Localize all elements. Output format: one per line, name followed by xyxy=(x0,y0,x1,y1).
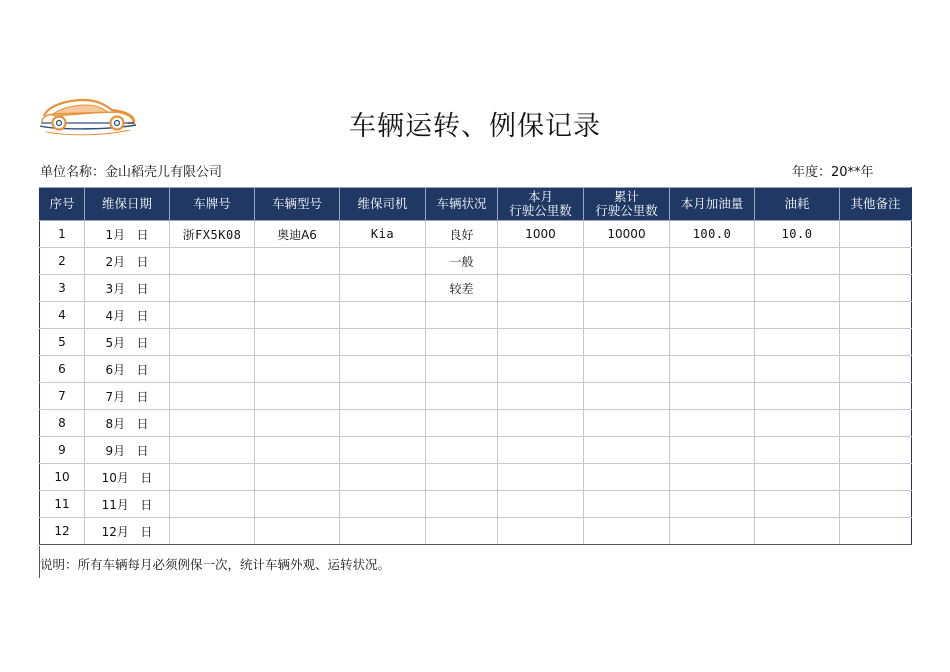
table-row xyxy=(40,383,912,410)
cell-status: 较差 xyxy=(426,275,498,302)
cell-driver xyxy=(340,275,426,302)
cell-plate xyxy=(170,518,255,545)
cell-status xyxy=(426,518,498,545)
header-notes: 其他备注 xyxy=(840,188,912,221)
cell-status xyxy=(426,437,498,464)
cell-date: 12月 日 xyxy=(85,518,170,545)
cell-notes xyxy=(840,437,912,464)
cell-date: 9月 日 xyxy=(85,437,170,464)
header-model: 车辆型号 xyxy=(255,188,340,221)
cell-total-km xyxy=(584,329,670,356)
cell-month-km xyxy=(498,302,584,329)
cell-status: 一般 xyxy=(426,248,498,275)
cell-driver xyxy=(340,356,426,383)
cell-no: 12 xyxy=(40,518,85,545)
cell-driver: Kia xyxy=(340,221,426,248)
cell-model: 奥迪A6 xyxy=(255,221,340,248)
cell-consumption xyxy=(755,464,840,491)
cell-month-km xyxy=(498,356,584,383)
cell-fuel xyxy=(670,437,755,464)
cell-consumption xyxy=(755,356,840,383)
cell-no: 1 xyxy=(40,221,85,248)
cell-total-km xyxy=(584,302,670,329)
cell-model xyxy=(255,248,340,275)
table-row xyxy=(40,356,912,383)
cell-month-km xyxy=(498,518,584,545)
cell-notes xyxy=(840,410,912,437)
year-label: 年度：20**年 xyxy=(792,165,874,180)
cell-plate xyxy=(170,302,255,329)
cell-total-km xyxy=(584,437,670,464)
cell-notes xyxy=(840,356,912,383)
cell-no: 9 xyxy=(40,437,85,464)
cell-consumption: 10.0 xyxy=(755,221,840,248)
cell-total-km: 10000 xyxy=(584,221,670,248)
cell-status xyxy=(426,302,498,329)
header-plate: 车牌号 xyxy=(170,188,255,221)
cell-consumption xyxy=(755,410,840,437)
cell-consumption xyxy=(755,437,840,464)
cell-total-km xyxy=(584,464,670,491)
cell-model xyxy=(255,329,340,356)
cell-date: 2月 日 xyxy=(85,248,170,275)
table-row xyxy=(40,329,912,356)
cell-plate xyxy=(170,410,255,437)
cell-consumption xyxy=(755,518,840,545)
cell-notes xyxy=(840,491,912,518)
cell-fuel: 100.0 xyxy=(670,221,755,248)
cell-notes xyxy=(840,329,912,356)
cell-date: 3月 日 xyxy=(85,275,170,302)
cell-model xyxy=(255,437,340,464)
header-total-km: 累计 行驶公里数 xyxy=(584,188,670,221)
cell-date: 5月 日 xyxy=(85,329,170,356)
cell-status xyxy=(426,491,498,518)
cell-status xyxy=(426,464,498,491)
cell-fuel xyxy=(670,491,755,518)
cell-notes xyxy=(840,248,912,275)
table-row xyxy=(40,248,912,275)
cell-notes xyxy=(840,464,912,491)
cell-model xyxy=(255,410,340,437)
cell-driver xyxy=(340,437,426,464)
cell-date: 6月 日 xyxy=(85,356,170,383)
document-title: 车辆运转、例保记录 xyxy=(349,111,601,142)
cell-no: 6 xyxy=(40,356,85,383)
cell-total-km xyxy=(584,248,670,275)
table-row xyxy=(40,221,912,248)
cell-no: 10 xyxy=(40,464,85,491)
header-fuel: 本月加油量 xyxy=(670,188,755,221)
cell-date: 1月 日 xyxy=(85,221,170,248)
cell-no: 4 xyxy=(40,302,85,329)
table-row xyxy=(40,437,912,464)
cell-fuel xyxy=(670,302,755,329)
table-row xyxy=(40,518,912,545)
cell-status xyxy=(426,410,498,437)
cell-total-km xyxy=(584,491,670,518)
cell-month-km xyxy=(498,491,584,518)
cell-plate xyxy=(170,437,255,464)
cell-fuel xyxy=(670,329,755,356)
cell-driver xyxy=(340,518,426,545)
table-header-row xyxy=(40,188,912,221)
cell-consumption xyxy=(755,329,840,356)
cell-month-km: 1000 xyxy=(498,221,584,248)
cell-consumption xyxy=(755,302,840,329)
cell-plate xyxy=(170,464,255,491)
header-consumption: 油耗 xyxy=(755,188,840,221)
cell-month-km xyxy=(498,248,584,275)
cell-no: 11 xyxy=(40,491,85,518)
table-row xyxy=(40,410,912,437)
cell-plate xyxy=(170,491,255,518)
cell-month-km xyxy=(498,437,584,464)
cell-status xyxy=(426,383,498,410)
cell-model xyxy=(255,302,340,329)
header-no: 序号 xyxy=(40,188,85,221)
cell-consumption xyxy=(755,248,840,275)
cell-driver xyxy=(340,383,426,410)
cell-total-km xyxy=(584,518,670,545)
cell-plate xyxy=(170,383,255,410)
cell-status: 良好 xyxy=(426,221,498,248)
cell-model xyxy=(255,356,340,383)
cell-notes xyxy=(840,275,912,302)
cell-status xyxy=(426,356,498,383)
cell-fuel xyxy=(670,275,755,302)
cell-plate: 浙FX5K08 xyxy=(170,221,255,248)
cell-fuel xyxy=(670,356,755,383)
table-body xyxy=(40,221,912,545)
cell-status xyxy=(426,329,498,356)
cell-driver xyxy=(340,329,426,356)
cell-month-km xyxy=(498,329,584,356)
cell-consumption xyxy=(755,275,840,302)
cell-driver xyxy=(340,464,426,491)
cell-date: 7月 日 xyxy=(85,383,170,410)
cell-driver xyxy=(340,410,426,437)
cell-date: 8月 日 xyxy=(85,410,170,437)
cell-total-km xyxy=(584,356,670,383)
cell-plate xyxy=(170,356,255,383)
cell-no: 2 xyxy=(40,248,85,275)
cell-month-km xyxy=(498,383,584,410)
cell-no: 5 xyxy=(40,329,85,356)
cell-total-km xyxy=(584,275,670,302)
table-row xyxy=(40,302,912,329)
cell-notes xyxy=(840,518,912,545)
header-month-km: 本月 行驶公里数 xyxy=(498,188,584,221)
cell-driver xyxy=(340,248,426,275)
header-status: 车辆状况 xyxy=(426,188,498,221)
header-driver: 维保司机 xyxy=(340,188,426,221)
cell-no: 3 xyxy=(40,275,85,302)
cell-fuel xyxy=(670,518,755,545)
unit-name: 单位名称：金山稻壳儿有限公司 xyxy=(40,165,223,180)
cell-total-km xyxy=(584,410,670,437)
cell-model xyxy=(255,518,340,545)
cell-model xyxy=(255,383,340,410)
table-row xyxy=(40,491,912,518)
cell-month-km xyxy=(498,275,584,302)
cell-notes xyxy=(840,383,912,410)
cell-notes xyxy=(840,221,912,248)
cell-total-km xyxy=(584,383,670,410)
table-row xyxy=(40,275,912,302)
note-text: 说明：所有车辆每月必须例保一次，统计车辆外观、运转状况。 xyxy=(40,557,391,572)
maintenance-record-table xyxy=(39,187,912,545)
cell-fuel xyxy=(670,464,755,491)
cell-model xyxy=(255,491,340,518)
cell-no: 7 xyxy=(40,383,85,410)
cell-month-km xyxy=(498,464,584,491)
cell-fuel xyxy=(670,248,755,275)
cell-no: 8 xyxy=(40,410,85,437)
cell-fuel xyxy=(670,383,755,410)
cell-date: 10月 日 xyxy=(85,464,170,491)
cell-consumption xyxy=(755,383,840,410)
cell-month-km xyxy=(498,410,584,437)
cell-date: 11月 日 xyxy=(85,491,170,518)
cell-driver xyxy=(340,302,426,329)
cell-model xyxy=(255,464,340,491)
table-row xyxy=(40,464,912,491)
cell-model xyxy=(255,275,340,302)
cell-consumption xyxy=(755,491,840,518)
cell-notes xyxy=(840,302,912,329)
header-date: 维保日期 xyxy=(85,188,170,221)
cell-plate xyxy=(170,275,255,302)
cell-driver xyxy=(340,491,426,518)
cell-fuel xyxy=(670,410,755,437)
cell-plate xyxy=(170,329,255,356)
cell-date: 4月 日 xyxy=(85,302,170,329)
cell-plate xyxy=(170,248,255,275)
